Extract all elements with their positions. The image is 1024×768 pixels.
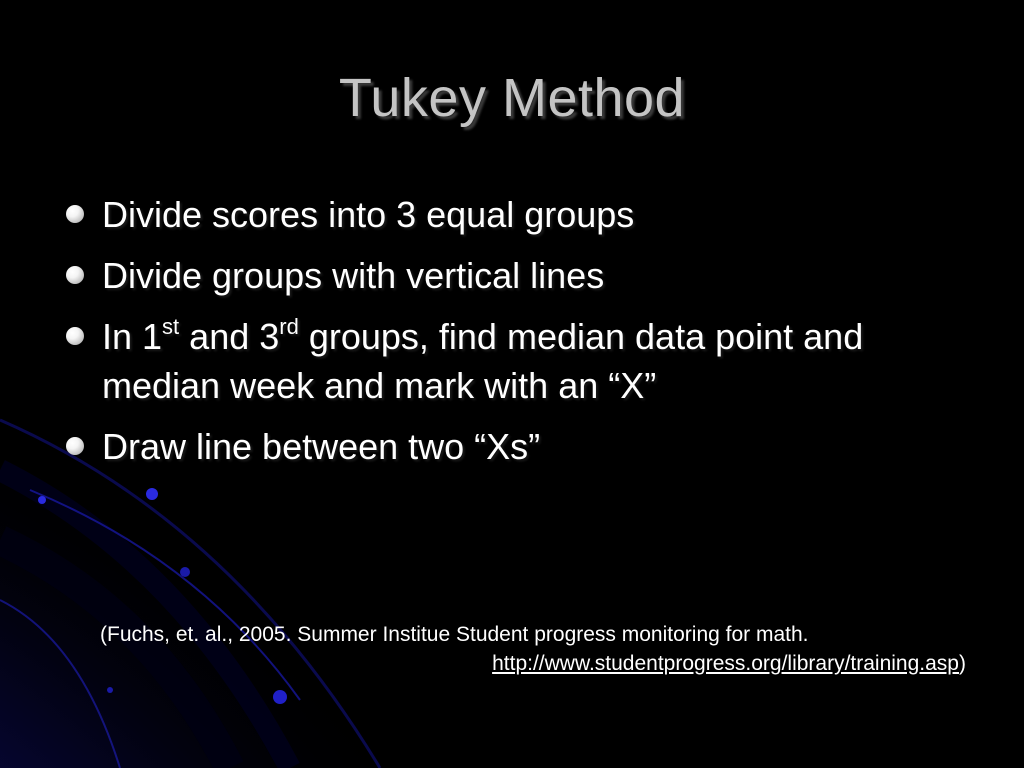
bullet-dot-icon (66, 437, 84, 455)
decor-dot (273, 690, 287, 704)
bullet-item (62, 312, 962, 410)
decor-dot (38, 496, 46, 504)
bullet-dot-icon (66, 327, 84, 345)
bullet-text: Divide scores into 3 equal groups (102, 194, 635, 235)
bullet-text-part: In 1 (102, 316, 163, 357)
decor-dot (180, 567, 190, 577)
slide-title: Tukey Method (338, 68, 686, 128)
bullet-list (62, 190, 962, 483)
ordinal-suffix: st (162, 314, 180, 339)
bullet-text-part: and 3 (179, 316, 280, 357)
decor-dot (107, 687, 113, 693)
bullet-text: Divide groups with vertical lines (102, 255, 605, 296)
citation-link[interactable]: http://www.studentprogress.org/library/training.asp (492, 652, 959, 675)
ordinal-suffix: rd (279, 314, 299, 339)
bullet-text: Draw line between two “Xs” (102, 426, 541, 467)
decor-dot (146, 488, 158, 500)
bullet-item (62, 190, 962, 239)
citation (100, 620, 966, 678)
citation-closing: ) (959, 652, 966, 675)
citation-link-line (100, 649, 966, 678)
bullet-item (62, 251, 962, 300)
bullet-dot-icon (66, 266, 84, 284)
bullet-dot-icon (66, 205, 84, 223)
bullet-item (62, 422, 962, 471)
citation-text: (Fuchs, et. al., 2005. Summer Institue Student progress monitoring for math. (100, 623, 809, 646)
bullet-text-part: groups, find median data point and median week and mark with an “X” (102, 316, 864, 406)
